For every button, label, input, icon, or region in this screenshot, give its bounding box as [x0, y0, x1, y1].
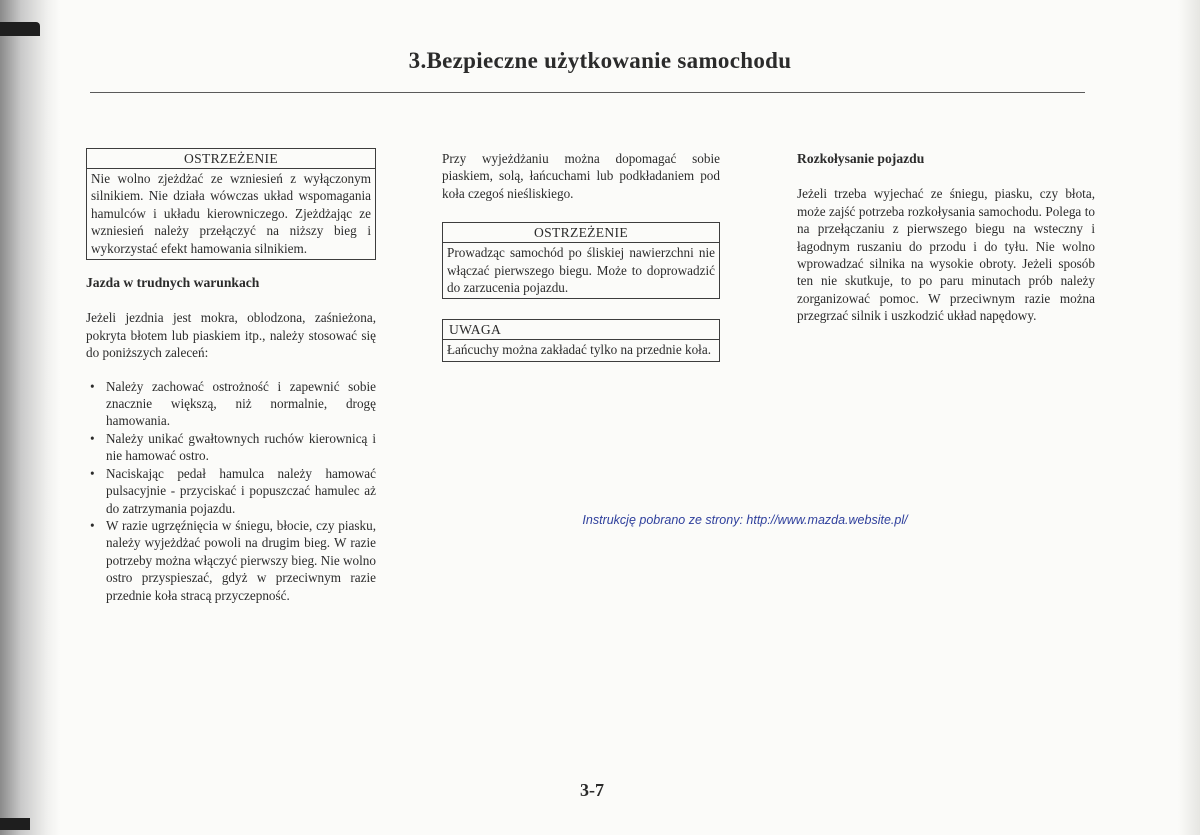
paragraph: Jeżeli jezdnia jest mokra, oblodzona, zaśnieżona, pokryta błotem lub piaskiem itp., należy stosować się do poniższych zaleceń:: [86, 310, 376, 361]
caution-text: Łańcuchy można zakładać tylko na przednie koła.: [447, 342, 711, 358]
bullet-icon: •: [90, 430, 95, 446]
page-number-container: [0, 780, 1200, 801]
list-item-text: Należy unikać gwałtownych ruchów kierownicą i nie hamować ostro.: [106, 430, 376, 464]
scan-shadow: [0, 0, 60, 835]
bullet-list: [86, 378, 376, 604]
caution-box: [442, 319, 720, 361]
scan-corner-mark: [0, 818, 30, 830]
scan-corner-mark: [0, 22, 40, 36]
warning-title: OSTRZEŻENIE: [443, 223, 719, 243]
list-item: [86, 430, 376, 465]
header-divider: [90, 92, 1085, 93]
list-item: [86, 378, 376, 430]
warning-title: OSTRZEŻENIE: [87, 149, 375, 169]
column-middle: [442, 150, 720, 376]
page-number: 3-7: [580, 780, 604, 800]
paragraph: Jeżeli trzeba wyjechać ze śniegu, piasku, czy błota, może zajść potrzeba rozkołysania samochodu. Polega to na przełączaniu z pierwszego biegu na wsteczny i łagodnym ruszaniu do przodu i do tyłu. Nie wolno wprowadzać silnika na wysokie obroty. Jeżeli sposób ten nie skutkuje, to po paru minutach prób należy zorganizować pomoc. W przeciwnym razie można przegrzać silnik i uszkodzić układ napędowy.: [797, 186, 1095, 324]
list-item-text: Naciskając pedał hamulca należy hamować pulsacyjnie - przyciskać i popuszczać hamulec aż do zatrzymania pojazdu.: [106, 465, 376, 516]
warning-box: [442, 222, 720, 299]
list-item-text: W razie ugrzęźnięcia w śniegu, błocie, czy piasku, należy wyjeżdżać powoli na drugim bieg. W razie potrzeby można włączyć pierwszy bieg. Nie wolno ostro przyspieszać, gdyż w przeciwnym razie przednie koła stracą przyczepność.: [106, 517, 376, 603]
paragraph: Przy wyjeżdżaniu można dopomagać sobie piaskiem, solą, łańcuchami lub podkładaniem pod koła czegoś nieśliskiego.: [442, 151, 720, 201]
source-link[interactable]: Instrukcję pobrano ze strony: http://www.mazda.website.pl/: [582, 513, 908, 527]
caution-title: UWAGA: [443, 320, 719, 340]
page-title: 3.Bezpieczne użytkowanie samochodu: [408, 48, 792, 73]
scan-edge: [1178, 0, 1200, 835]
list-item: [86, 465, 376, 517]
bullet-icon: •: [90, 465, 95, 481]
section-heading: Rozkołysanie pojazdu: [797, 151, 925, 166]
warning-text: Prowadząc samochód po śliskiej nawierzchni nie włączać pierwszego biegu. Może to doprowadzić do zarzucenia pojazdu.: [447, 245, 715, 296]
column-left: [86, 148, 376, 604]
column-right: [797, 150, 1095, 341]
list-item-text: Należy zachować ostrożność i zapewnić sobie znacznie większą, niż normalnie, drogę hamowania.: [106, 378, 376, 429]
section-heading: Jazda w trudnych warunkach: [86, 275, 260, 291]
list-item: [86, 517, 376, 604]
warning-box: [86, 148, 376, 260]
warning-text: Nie wolno zjeżdżać ze wzniesień z wyłączonym silnikiem. Nie działa wówczas układ wspomagania hamulców i układu kierowniczego. Zjeżdżając ze wzniesień należy przełączyć na niższy bieg i wykorzystać efekt hamowania silnikiem.: [91, 171, 371, 256]
bullet-icon: •: [90, 378, 95, 394]
bullet-icon: •: [90, 517, 95, 533]
